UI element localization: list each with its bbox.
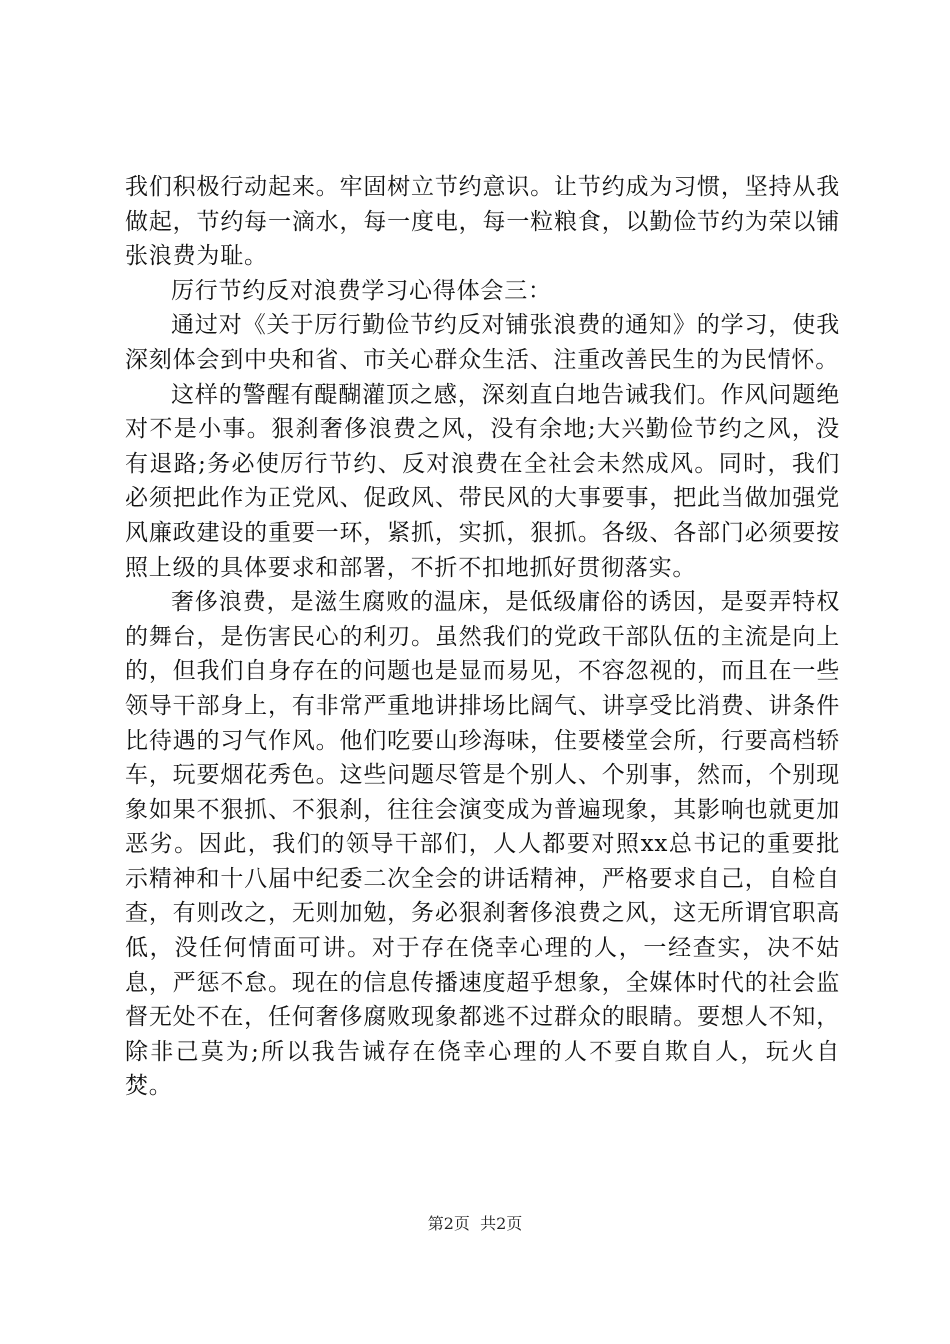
paragraph: 这样的警醒有醍醐灌顶之感，深刻直白地告诫我们。作风问题绝对不是小事。狠刹奢侈浪费之风，没有余地;大兴勤俭节约之风，没有退路;务必使厉行节约、反对浪费在全社会未然成风。同时，我们必须把此作为正党风、促政风、带民风的大事要事，把此当做加强党风廉政建设的重要一环，紧抓，实抓，狠抓。各级、各部门必须要按照上级的具体要求和部署，不折不扣地抓好贯彻落实。 — [125, 381, 840, 581]
paragraph: 奢侈浪费，是滋生腐败的温床，是低级庸俗的诱因，是耍弄特权的舞台，是伤害民心的利刃。虽然我们的党政干部队伍的主流是向上的，但我们自身存在的问题也是显而易见，不容忽视的，而且在一些领导干部身上，有非常严重地讲排场比阔气、讲享受比消费、讲条件比待遇的习气作风。他们吃要山珍海味，住要楼堂会所，行要高档轿车，玩要烟花秀色。这些问题尽管是个别人、个别事，然而，个别现象如果不狠抓、不狠刹，往往会演变成为普遍现象，其影响也就更加恶劣。因此，我们的领导干部们，人人都要对照xx总书记的重要批示精神和十八届中纪委二次全会的讲话精神，严格要求自己，自检自查，有则改之，无则加勉，务必狠刹奢侈浪费之风，这无所谓官职高低，没任何情面可讲。对于存在侥幸心理的人，一经查实，决不姑息，严惩不怠。现在的信息传播速度超乎想象，全媒体时代的社会监督无处不在，任何奢侈腐败现象都逃不过群众的眼睛。要想人不知，除非己莫为;所以我告诫存在侥幸心理的人不要自欺自人，玩火自焚。 — [125, 589, 840, 1100]
page-footer — [0, 1214, 950, 1234]
document-body — [125, 170, 840, 1104]
paragraph-continuation: 我们积极行动起来。牢固树立节约意识。让节约成为习惯，坚持从我做起，节约每一滴水，每一度电，每一粒粮食，以勤俭节约为荣以铺张浪费为耻。 — [125, 174, 840, 270]
paragraph: 通过对《关于厉行勤俭节约反对铺张浪费的通知》的学习，使我深刻体会到中央和省、市关心群众生活、注重改善民生的为民情怀。 — [125, 312, 840, 373]
page-number: 第2页 共2页 — [427, 1214, 523, 1233]
section-heading: 厉行节约反对浪费学习心得体会三： — [171, 277, 552, 304]
